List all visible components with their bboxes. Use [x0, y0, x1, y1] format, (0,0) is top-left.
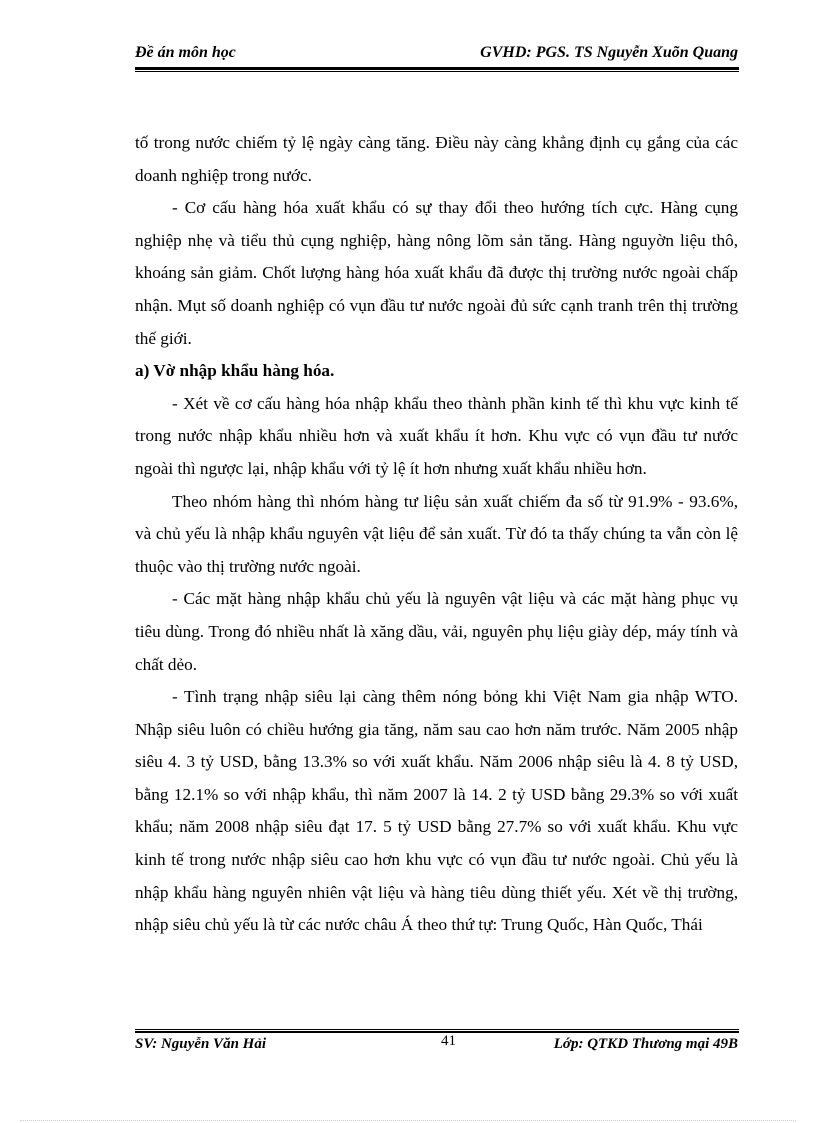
page-bottom-border — [20, 1120, 796, 1122]
page-number: 41 — [441, 1033, 456, 1049]
header-rule — [135, 67, 739, 70]
footer-rule — [135, 1031, 739, 1033]
paragraph: - Các mặt hàng nhập khẩu chủ yếu là nguyên vật liệu và các mặt hàng phục vụ tiêu dùng. Trong đó nhiều nhất là xăng dầu, vải, nguyên phụ liệu giày dép, máy tính và chất dẻo. — [135, 589, 738, 674]
page-footer — [135, 1033, 738, 1058]
paragraph: - Xét về cơ cấu hàng hóa nhập khẩu theo thành phần kinh tế thì khu vực kinh tế trong nước nhập khẩu nhiều hơn và xuất khẩu ít hơn. Khu vực có vụn đầu tư nước ngoài thì ngược lại, nhập khẩu với tỷ lệ ít hơn nhưng xuất khẩu nhiều hơn. — [135, 393, 738, 478]
paragraph: - Cơ cấu hàng hóa xuất khẩu có sự thay đổi theo hướng tích cực. Hàng cụng nghiệp nhẹ và tiểu thủ cụng nghiệp, hàng nông lõm sản tăng. Hàng nguyờn liệu thô, khoáng sản giảm. Chốt lượng hàng hóa xuất khẩu đã được thị trường nước ngoài chấp nhận. Mụt số doanh nghiệp có vụn đầu tư nước ngoài đủ sức cạnh tranh trên thị trường thế giới. — [135, 198, 738, 348]
header-rule-thin — [135, 71, 739, 72]
page-header — [135, 44, 738, 66]
student-name: SV: Nguyễn Văn Hải — [135, 1036, 266, 1052]
section-heading: a) Vờ nhập khẩu hàng hóa. — [135, 361, 335, 381]
footer-rule-thin — [135, 1029, 739, 1030]
paragraph: Theo nhóm hàng thì nhóm hàng tư liệu sản xuất chiếm đa số từ 91.9% - 93.6%, và chủ yếu là nhập khẩu nguyên vật liệu để sản xuất. Từ đó ta thấy chúng ta vẫn còn lệ thuộc vào thị trường nước ngoài. — [135, 491, 738, 576]
class-name: Lớp: QTKD Thương mại 49B — [553, 1036, 738, 1052]
document-body — [135, 127, 738, 942]
course-title: Đề án môn học — [135, 44, 236, 61]
supervisor-name: GVHD: PGS. TS Nguyễn Xuõn Quang — [480, 44, 738, 61]
paragraph: - Tình trạng nhập siêu lại càng thêm nóng bỏng khi Việt Nam gia nhập WTO. Nhập siêu luôn có chiều hướng gia tăng, năm sau cao hơn năm trước. Năm 2005 nhập siêu 4. 3 tỷ USD, bằng 13.3% so với xuất khẩu. Năm 2006 nhập siêu là 4. 8 tỷ USD, bằng 12.1% so với nhập khẩu, thì năm 2007 là 14. 2 tỷ USD bằng 29.3% so với xuất khẩu; năm 2008 nhập siêu đạt 17. 5 tỷ USD bằng 27.7% so với xuất khẩu. Khu vực kinh tế trong nước nhập siêu cao hơn khu vực có vụn đầu tư nước ngoài. Chủ yếu là nhập khẩu hàng nguyên nhiên vật liệu và hàng tiêu dùng thiết yếu. Xét về thị trường, nhập siêu chủ yếu là từ các nước châu Á theo thứ tự: Trung Quốc, Hàn Quốc, Thái — [135, 687, 738, 935]
paragraph: tố trong nước chiếm tỷ lệ ngày càng tăng. Điều này càng khẳng định cụ gắng của các doanh nghiệp trong nước. — [135, 133, 738, 185]
